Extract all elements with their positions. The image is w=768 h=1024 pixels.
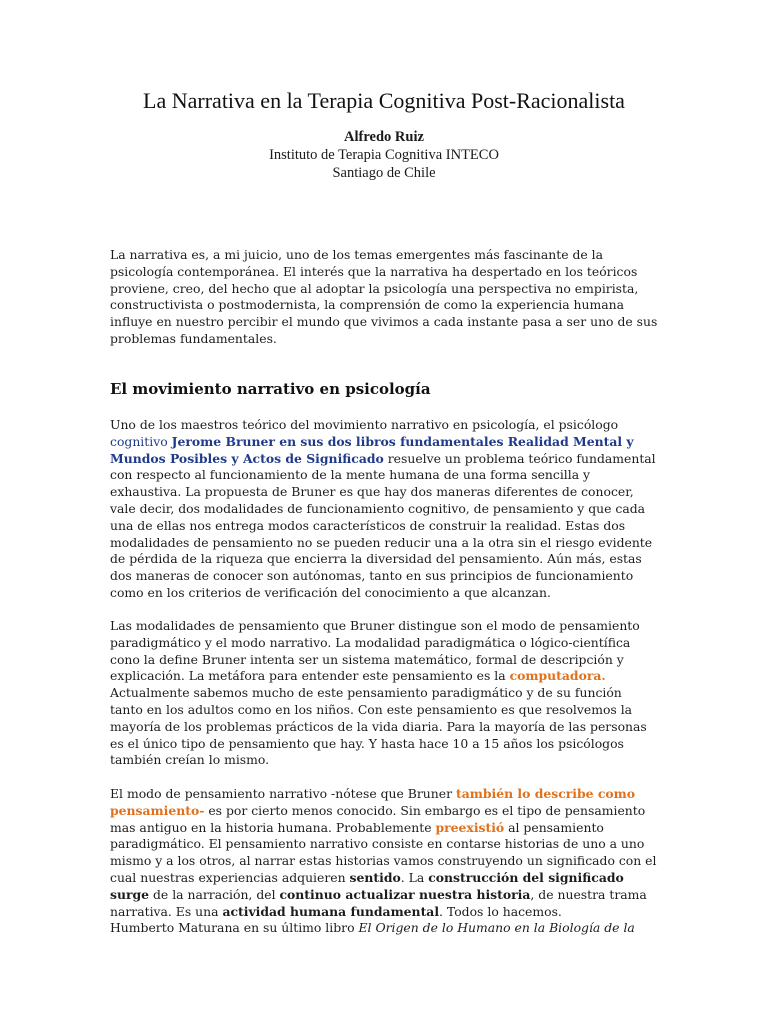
text-run: Uno de los maestros teórico del movimiento narrativo en psicología, el psicólogo [110, 417, 619, 432]
italic-book-title: El Origen de lo Humano en la Biología de la [358, 920, 635, 936]
text-run: , de nuestra trama narrativa. Es una [110, 886, 647, 919]
author-block [0, 128, 768, 182]
text-run: al pensamiento paradigmático. El pensamiento narrativo consiste en contarse historias de uno a uno mismo y a los otros, al narrar estas historias vamos construyendo un significado con el cual nuestras experiencias adquieren [110, 819, 657, 885]
text-run: . La [400, 869, 429, 885]
text-run: de la narración, del [149, 886, 280, 902]
section-heading: El movimiento narrativo en psicología [110, 380, 431, 398]
text-run: resuelve un problema teórico fundamental con respecto al funcionamiento de la mente humana de una forma sencilla y exhaustiva. La propuesta de Bruner es que hay dos maneras diferentes de conocer, vale decir, dos modalidades de funcionamiento cognitivo, de pensamiento y que cada una de ellas nos entrega modos característicos de construir la realidad. Estas dos modalidades de pensamiento no se pueden reducir una a la otra sin el riesgo evidente de pérdida de la riqueza que encierra la diversidad del pensamiento. Aún más, estas dos maneras de conocer son autónomas, tanto en sus principios de funcionamiento como en los criterios de verificación del conocimiento a que alcanzan. [110, 450, 656, 600]
bold-sentido: sentido [349, 869, 401, 885]
link-computadora[interactable]: computadora. [509, 668, 606, 684]
paragraph-intro: La narrativa es, a mi juicio, uno de los temas emergentes más fascinante de la psicología contemporánea. El interés que la narrativa ha despertado en los teóricos proviene, creo, del hecho que al adoptar la psicología una perspectiva no empirista, constructivista o postmodernista, la comprensión de como la experiencia humana influye en nuestro percibir el mundo que vivimos a cada instante pasa a ser uno de sus problemas fundamentales. [110, 247, 658, 346]
author-city: Santiago de Chile [332, 165, 436, 181]
paragraph-modalidades [110, 618, 658, 769]
author-name: Alfredo Ruiz [344, 129, 424, 145]
text-run: . Todos lo hacemos. [439, 903, 562, 919]
text-run: El modo de pensamiento narrativo -nótese que Bruner [110, 786, 456, 801]
author-institute: Instituto de Terapia Cognitiva INTECO [269, 147, 499, 163]
link-tambien-describe[interactable]: también lo describe como pensamiento- [110, 786, 636, 818]
paragraph-narrativo [110, 786, 658, 937]
bold-continuo: continuo actualizar nuestra historia [279, 886, 531, 902]
paragraph-bruner [110, 417, 658, 602]
link-cognitivo[interactable]: cognitivo [110, 433, 168, 449]
bold-construccion: construcción del significado surge [110, 869, 624, 902]
text-run: Las modalidades de pensamiento que Bruner distingue son el modo de pensamiento paradigmático y el modo narrativo. La modalidad paradigmática o lógico-científica cono la define Bruner intenta ser un sistema matemático, formal de descripción y explicación. La metáfora para entender este pensamiento es la [110, 618, 640, 684]
document-title: La Narrativa en la Terapia Cognitiva Post-Racionalista [143, 88, 625, 113]
link-jerome-bruner[interactable]: Jerome Bruner en sus dos libros fundamentales Realidad Mental y Mundos Posibles y Actos de Significado [110, 433, 634, 466]
text-run: Actualmente sabemos mucho de este pensamiento paradigmático y de su función tanto en los adultos como en los niños. Con este pensamiento es que resolvemos la mayoría de los problemas prácticos de la vida diaria. Para la mayoría de las personas es el único tipo de pensamiento que hay. Y hasta hace 10 a 15 años los psicólogos también creían lo mismo. [110, 685, 647, 768]
text-run: es por cierto menos conocido. Sin embargo es el tipo de pensamiento mas antiguo en la historia humana. Probablemente [110, 802, 646, 835]
link-preexistio[interactable]: preexistió [435, 819, 505, 835]
text-run: Humberto Maturana en su último libro [110, 920, 359, 936]
bold-actividad: actividad humana fundamental [222, 903, 440, 919]
